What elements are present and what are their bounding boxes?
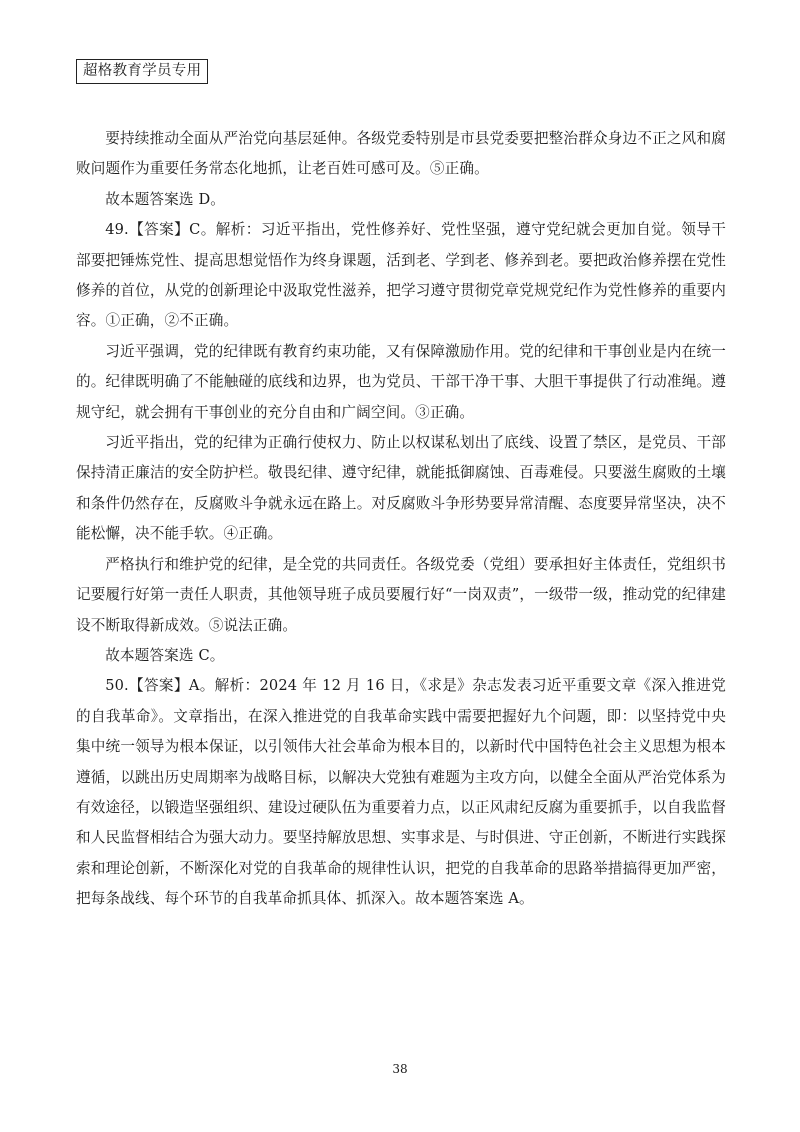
paragraph: 习近平指出，党的纪律为正确行使权力、防止以权谋私划出了底线、设置了禁区，是党员、干部保持清正廉洁的安全防护栏。敬畏纪律、遵守纪律，就能抵御腐蚀、百毒难侵。只要滋生腐败的土壤和条件仍然存在，反腐败斗争就永远在路上。对反腐败斗争形势要异常清醒、态度要异常坚决，决不能松懈，决不能手软。④正确。 <box>76 434 726 543</box>
paragraph: 故本题答案选 C。 <box>105 646 225 664</box>
header-badge: 超格教育学员专用 <box>76 59 208 84</box>
paragraph: 49.【答案】C。解析：习近平指出，党性修养好、党性坚强，遵守党纪就会更加自觉。领导干部要把锤炼党性、提高思想觉悟作为终身课题，活到老、学到老、修养到老。要把政治修养摆在党性修养的首位，从党的创新理论中汲取党性滋养，把学习遵守贯彻党章党规党纪作为党性修养的重要内容。①正确，②不正确。 <box>76 221 726 330</box>
paragraph: 50.【答案】A。解析：2024 年 12 月 16 日，《求是》杂志发表习近平重要文章《深入推进党的自我革命》。文章指出，在深入推进党的自我革命实践中需要把握好九个问题，即：以坚持党中央集中统一领导为根本保证，以引领伟大社会革命为根本目的，以新时代中国特色社会主义思想为根本遵循，以跳出历史周期率为战略目标，以解决大党独有难题为主攻方向，以健全全面从严治党体系为有效途径，以锻造坚强组织、建设过硬队伍为重要着力点，以正风肃纪反腐为重要抓手，以自我监督和人民监督相结合为强大动力。要坚持解放思想、实事求是、与时俱进、守正创新，不断进行实践探索和理论创新，不断深化对党的自我革命的规律性认识，把党的自我革命的思路举措搞得更加严密，把每条战线、每个环节的自我革命抓具体、抓深入。故本题答案选 A。 <box>76 677 726 908</box>
paragraph: 故本题答案选 D。 <box>105 190 226 208</box>
paragraph: 习近平强调，党的纪律既有教育约束功能，又有保障激励作用。党的纪律和干事创业是内在统一的。纪律既明确了不能触碰的底线和边界，也为党员、干部干净干事、大胆干事提供了行动准绳。遵规守纪，就会拥有干事创业的充分自由和广阔空间。③正确。 <box>76 342 726 421</box>
paragraph: 要持续推动全面从严治党向基层延伸。各级党委特别是市县党委要把整治群众身边不正之风和腐败问题作为重要任务常态化地抓，让老百姓可感可及。⑤正确。 <box>76 130 726 178</box>
page-number: 38 <box>392 1062 408 1076</box>
paragraph: 严格执行和维护党的纪律，是全党的共同责任。各级党委（党组）要承担好主体责任，党组织书记要履行好第一责任人职责，其他领导班子成员要履行好“一岗双责”，一级带一级，推动党的纪律建设不断取得新成效。⑤说法正确。 <box>76 555 726 634</box>
document-body <box>76 124 726 915</box>
